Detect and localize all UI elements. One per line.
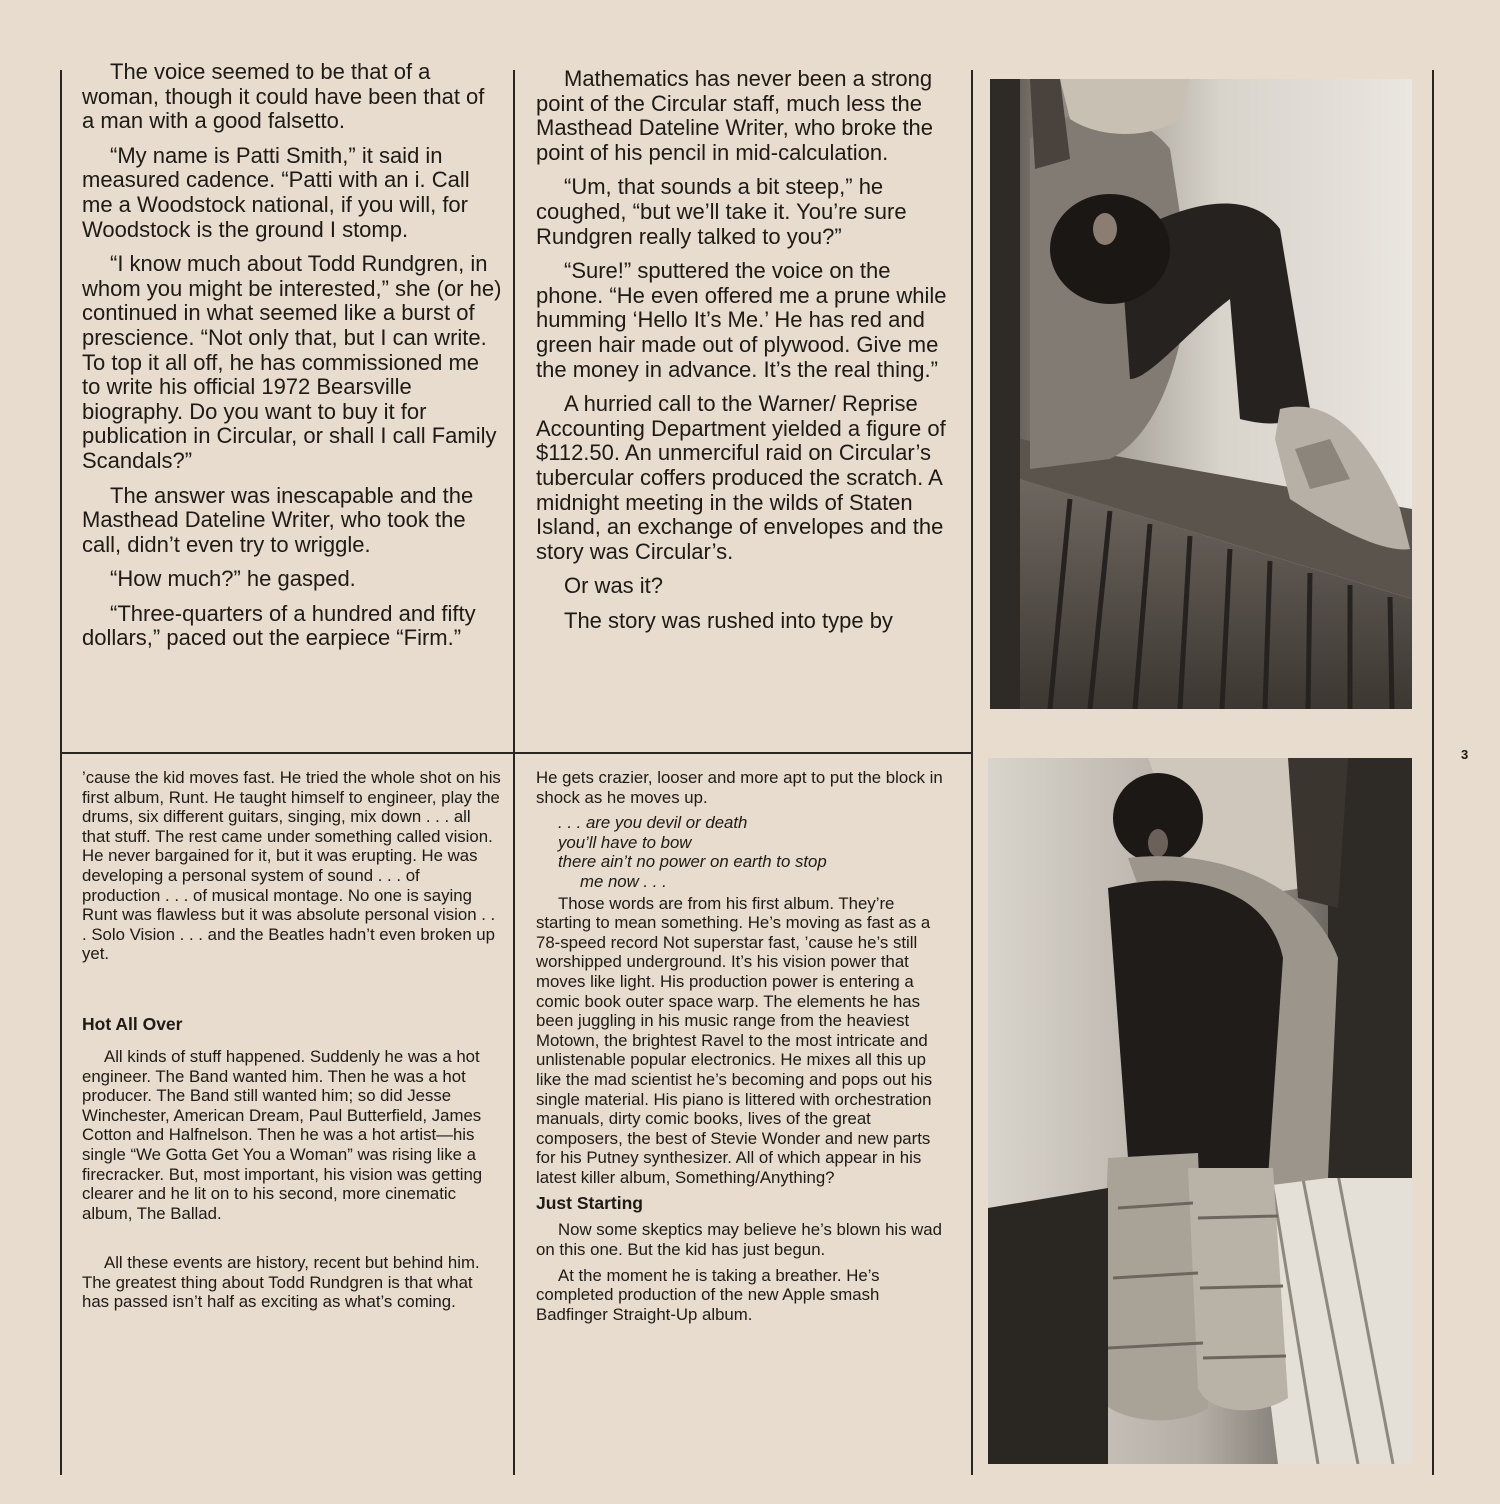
bottom-left-column <box>82 768 502 1468</box>
photo-bottom-image <box>988 758 1412 1464</box>
column-rule-middle <box>513 70 515 1475</box>
article-paragraph: A hurried call to the Warner/ Reprise Accounting Department yielded a figure of $112.50. An unmerciful raid on Circular’s tubercular coffers produced the scratch. A midnight meeting in the wilds of Staten Island, an exchange of envelopes and the story was Circular’s. <box>536 391 946 564</box>
bottom-middle-column <box>536 768 954 1468</box>
article-paragraph: All these events are history, recent but behind him. The greatest thing about Todd Rundgren is that what has passed isn’t half as exciting as what’s coming. <box>82 1253 480 1312</box>
article-paragraph: All kinds of stuff happened. Suddenly he was a hot engineer. The Band wanted him. Then he was a hot producer. The Band still wanted him; so did Jesse Winchester, American Dream, Paul Butterfield, James Cotton and Halfnelson. Then he was a hot artist—his single “We Gotta Get You a Woman” was rising like a firecracker. But, most important, his vision was getting clearer and he lit on to his second, more cinematic album, The Ballad. <box>82 1046 483 1223</box>
photo-bottom-seated-in-window <box>988 758 1412 1464</box>
article-paragraph: He gets crazier, looser and more apt to put the block in shock as he moves up. <box>536 768 943 807</box>
article-paragraph: ’cause the kid moves fast. He tried the whole shot on his first album, Runt. He taught himself to engineer, play the drums, six different guitars, singing, mix down . . . all that stuff. The rest came under something called vision. He never bargained for it, but it was erupting. He was developing a personal system of sound . . . of production . . . of musical montage. No one is saying Runt was flawless but it was absolute personal vision . . . Solo Vision . . . and the Beatles hadn’t even broken up yet. <box>82 768 501 964</box>
article-paragraph: “Sure!” sputtered the voice on the phone. “He even offered me a prune while humming ‘Hello It’s Me.’ He has red and green hair made out of plywood. Give me the money in advance. It’s the real thing.” <box>536 258 947 382</box>
article-paragraph: Mathematics has never been a strong point of the Circular staff, much less the Masthead Dateline Writer, who broke the point of his pencil in mid-calculation. <box>536 67 934 165</box>
lyrics-line: me now . . . <box>580 871 667 891</box>
column-rule-right-inner <box>971 70 973 1475</box>
column-rule-left <box>60 70 62 1475</box>
article-paragraph: “Three-quarters of a hundred and fifty dollars,” paced out the earpiece “Firm.” <box>82 600 476 651</box>
section-heading-just-starting: Just Starting <box>536 1193 643 1214</box>
column-rule-right-outer <box>1432 70 1434 1475</box>
photo-top-seated-with-dog <box>990 79 1412 709</box>
lyrics-line: there ain’t no power on earth to stop <box>558 852 827 872</box>
article-paragraph: “I know much about Todd Rundgren, in whom you might be interested,” she (or he) continued in what seemed like a burst of prescience. “Not only that, but I can write. To top it all off, he has commissioned me to write his official 1972 Bearsville biography. Do you want to buy it for publication in Circular, or shall I call Family Scandals?” <box>82 251 502 473</box>
top-middle-column <box>536 67 954 750</box>
lyrics-line: you’ll have to bow <box>558 832 692 852</box>
horizontal-divider <box>60 752 973 754</box>
article-paragraph: The voice seemed to be that of a woman, though it could have been that of a man with a good falsetto. <box>82 60 485 134</box>
page-number: 3 <box>1461 747 1469 762</box>
article-paragraph: Now some skeptics may believe he’s blown his wad on this one. But the kid has just begun. <box>536 1220 942 1260</box>
article-paragraph: “Um, that sounds a bit steep,” he coughed, “but we’ll take it. You’re sure Rundgren really talked to you?” <box>536 174 907 249</box>
article-paragraph: “My name is Patti Smith,” it said in measured cadence. “Patti with an i. Call me a Woodstock national, if you will, for Woodstock is the ground I stomp. <box>82 142 470 242</box>
section-heading-hot-all-over: Hot All Over <box>82 1013 183 1034</box>
article-paragraph: Those words are from his first album. They’re starting to mean something. He’s moving as fast as a 78-speed record Not superstar fast, ’cause he’s still worshipped underground. It’s his vision power that moves like light. His production power is entering a comic book outer space warp. The elements he has been juggling in his music range from the heaviest Motown, the brightest Ravel to the most intricate and unlistenable popular electronics. He mixes all this up like the mad scientist he’s becoming and pops out his single material. His piano is littered with orchestration manuals, dirty comic books, lives of the great composers, the best of Stevie Wonder and new parts for his Putney synthesizer. All of which appear in his latest killer album, Something/Anything? <box>536 893 933 1187</box>
article-paragraph: Or was it? <box>564 573 664 599</box>
article-paragraph: The answer was inescapable and the Masthead Dateline Writer, who took the call, didn’t even try to wriggle. <box>82 482 474 557</box>
lyrics-quote <box>558 813 954 891</box>
article-paragraph: The story was rushed into type by <box>564 607 893 633</box>
lyrics-line: . . . are you devil or death <box>558 813 748 833</box>
photo-top-image <box>990 79 1412 709</box>
article-paragraph: At the moment he is taking a breather. He’s completed production of the new Apple smash Badfinger Straight-Up album. <box>536 1265 880 1324</box>
top-left-column <box>82 60 502 750</box>
article-paragraph: “How much?” he gasped. <box>110 566 356 592</box>
